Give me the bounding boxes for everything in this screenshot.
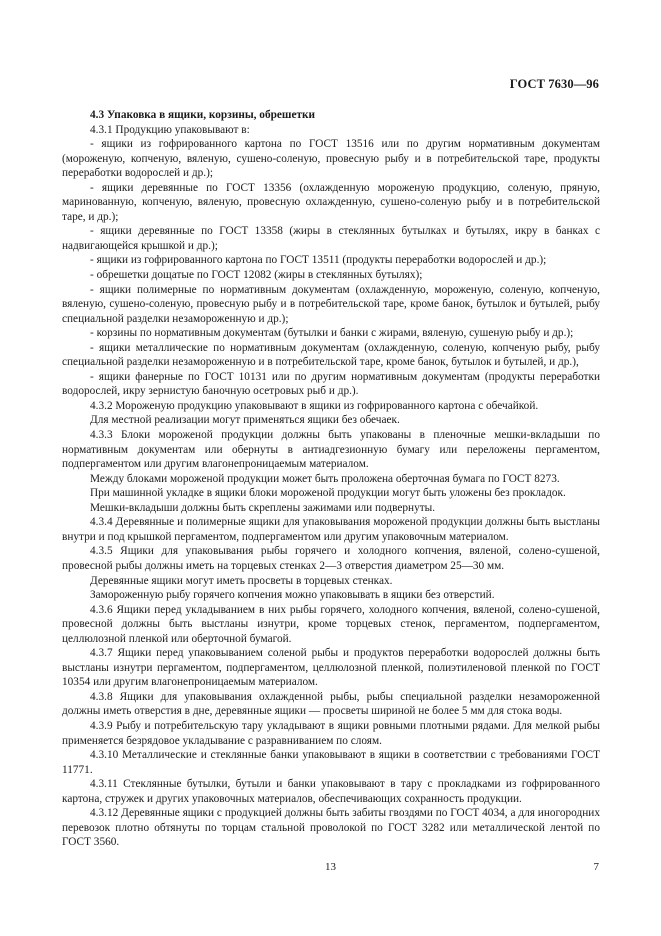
paragraph: 4.3.10 Металлические и стеклянные банки упаковывают в ящики в соответствии с требованиями ГОСТ 11771. (62, 749, 600, 776)
paragraph: 4.3.7 Ящики перед упаковыванием соленой рыбы и продуктов переработки водорослей должны быть выстланы изнутри пергаментом, подпергаментом, целлюлозной пленкой, полиэтиленовой пленкой по ГОСТ 10354 или другим влагонепроницаемым материалом. (62, 647, 600, 689)
paragraph: Замороженную рыбу горячего копчения можно упаковывать в ящики без отверстий. (90, 589, 495, 602)
paragraph: - ящики деревянные по ГОСТ 13358 (жиры в стеклянных бутылках и бутылях, икру в банках с надвигающейся крышкой и др.); (62, 225, 600, 252)
paragraph: 4.3.9 Рыбу и потребительскую тару укладывают в ящики ровными плотными рядами. Для мелкой рыбы применяется безрядовое укладывание с разравниванием по слоям. (62, 719, 600, 747)
paragraph: - ящики из гофрированного картона по ГОСТ 13511 (продукты переработки водорослей и др.); (90, 254, 547, 267)
paragraph: 4.3.1 Продукцию упаковывают в: (90, 123, 250, 136)
document-code: ГОСТ 7630—96 (509, 77, 599, 91)
paragraph: - корзины по нормативным документам (бутылки и банки с жирами, вяленую, сушеную рыбу и др.); (90, 327, 574, 340)
paragraph: 4.3.2 Мороженую продукцию упаковывают в ящики из гофрированного картона с обечайкой. (90, 399, 539, 412)
paragraph: 4.3.4 Деревянные и полимерные ящики для упаковывания мороженой продукции должны быть выстланы внутри и под крышкой пергаментом, подпергаментом или другим упаковочным материалом. (62, 516, 600, 543)
paragraph: - ящики деревянные по ГОСТ 13356 (охлажденную мороженую продукцию, соленую, пряную, маринованную, копченую, вяленую, провесную охлажденную, сушено-соленую рыбу и в потребительской таре, и др.); (62, 181, 600, 223)
paragraph: - ящики полимерные по нормативным документам (охлажденную, мороженую, соленую, копченую, вяленую, сушено-соленую, провесную рыбу и в потребительской таре, кроме банок, бутылок и бутылей, рыбу специальной разделки незамороженную и др.); (62, 283, 600, 325)
paragraph-list (62, 123, 600, 850)
paragraph: Мешки-вкладыши должны быть скреплены зажимами или подвернуты. (90, 501, 436, 514)
paragraph: 4.3.11 Стеклянные бутылки, бутыли и банки упаковывают в тару с прокладками из гофрированного картона, стружек и других упаковочных материалов, обеспечивающих сохранность продукции. (62, 778, 600, 805)
paragraph: Между блоками мороженой продукции может быть проложена оберточная бумага по ГОСТ 8273. (90, 472, 560, 485)
paragraph: Для местной реализации могут применяться ящики без обечаек. (90, 414, 400, 427)
sheet-number: 7 (593, 861, 599, 873)
paragraph: 4.3.3 Блоки мороженой продукции должны быть упакованы в пленочные мешки-вкладыши по нормативным документам или обернуты в антиадгезионную бумагу или переложены пергаментом, подпергаментом или другим влагонепроницаемым материалом. (62, 429, 600, 471)
page-number: 13 (325, 861, 336, 873)
paragraph: - ящики металлические по нормативным документам (охлажденную, соленую, копченую рыбу, рыбу специальной разделки незамороженную и в потребительской таре, кроме банок, бутылок и бутылей, и др.), (62, 341, 600, 369)
paragraph: 4.3.6 Ящики перед укладыванием в них рыбы горячего, холодного копчения, вяленой, солено-сушеной, провесной должны быть выстланы изнутри, кроме торцевых стенок, пергаментом, подпергаментом, целлюлозной пленкой или оберточной бумагой. (62, 603, 600, 645)
paragraph: 4.3.12 Деревянные ящики с продукцией должны быть забиты гвоздями по ГОСТ 4034, а для иногородних перевозок плотно обтянуты по торцам стальной проволокой по ГОСТ 3282 или металлической лентой по ГОСТ 3560. (62, 807, 600, 849)
paragraph: 4.3.5 Ящики для упаковывания рыбы горячего и холодного копчения, вяленой, солено-сушеной, провесной рыбы должны иметь на торцевых стенках 2—3 отверстия диаметром 25—30 мм. (62, 545, 600, 572)
paragraph: - обрешетки дощатые по ГОСТ 12082 (жиры в стеклянных бутылях); (90, 269, 423, 282)
paragraph: - ящики из гофрированного картона по ГОСТ 13516 или по другим нормативным документам (мороженую, копченую, вяленую, сушено-соленую, провесную рыбу и в потребительской таре, продукты переработки водорослей и др.); (62, 138, 600, 180)
section-heading: 4.3 Упаковка в ящики, корзины, обрешетки (90, 109, 316, 121)
paragraph: Деревянные ящики могут иметь просветы в торцевых стенках. (90, 574, 393, 587)
paragraph: 4.3.8 Ящики для упаковывания охлажденной рыбы, рыбы специальной разделки незамороженной должны иметь отверстия в дне, деревянные ящики — просветы шириной не более 5 мм для стока воды. (62, 690, 600, 718)
paragraph: При машинной укладке в ящики блоки мороженой продукции могут быть уложены без прокладок. (90, 487, 566, 500)
paragraph: - ящики фанерные по ГОСТ 10131 или по другим нормативным документам (продукты переработки водорослей, икру зернистую баночную осетровых рыб и др.). (62, 370, 600, 398)
document-body (62, 108, 600, 850)
